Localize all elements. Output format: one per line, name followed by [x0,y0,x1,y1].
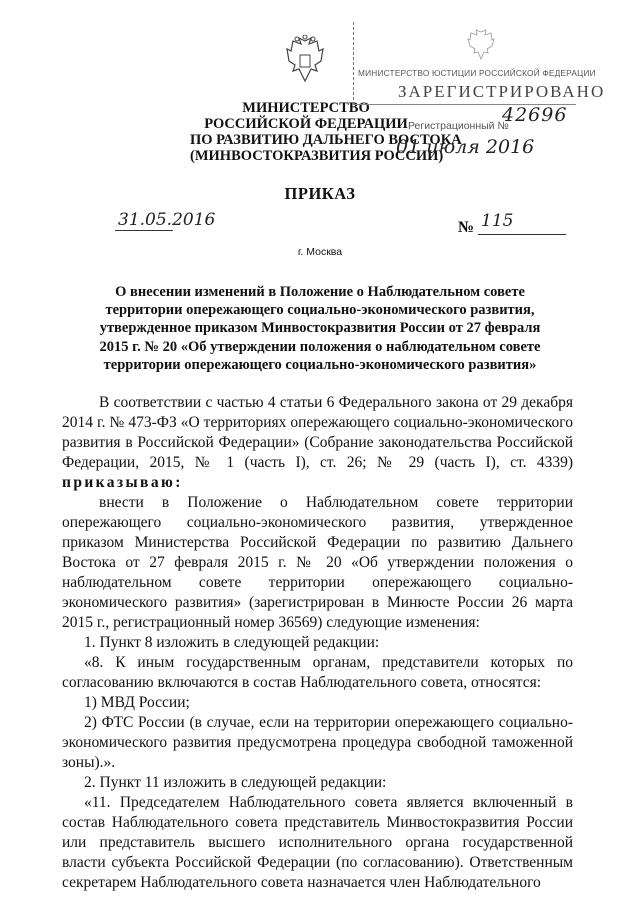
paragraph: «8. К иным государственным органам, представители которых по согласованию включаются в состав Наблюдательного совета, относятся: [62,654,573,691]
paragraph: 2. Пункт 11 изложить в следующей редакции: [84,774,387,791]
ministry-line: ПО РАЗВИТИЮ ДАЛЬНЕГО ВОСТОКА [190,132,462,148]
date-underline [115,230,173,231]
ministry-line: РОССИЙСКОЙ ФЕДЕРАЦИИ [204,116,408,132]
stamp-ministry-text: МИНИСТЕРСТВО ЮСТИЦИИ РОССИЙСКОЙ ФЕДЕРАЦИИ [358,68,596,78]
stamp-reg-number: 42696 [502,104,568,126]
paragraph-text: В соответствии с частью 4 статьи 6 Федерального закона от 29 декабря 2014 г. № 473-ФЗ «О территориях опережающего социально-экономического развития в Российской Федерации» (Собрание законодательства Российской Федерации, 2015, № 1 (часть I), ст. 26; № 29 (часть I), ст. 4339) [62,394,573,471]
number-underline [478,234,566,235]
document-date: 31.05.2016 [118,210,216,230]
paragraph: внести в Положение о Наблюдательном совете территории опережающего социально-экономического развития, утвержденное приказом Министерства Российской Федерации по развитию Дальнего Востока от 27 февраля 2015 г. № 20 «Об утверждении положения о наблюдательном совете территории опережающего социально-экономического развития» (зарегистрирован в Минюсте России 26 марта 2015 г., регистрационный номер 36569) следующие изменения: [62,494,573,631]
stamp-reg-date: 01 июля 2016 [396,136,535,158]
list-item: 1) МВД России; [84,694,190,711]
paragraph: «11. Председателем Наблюдательного совета является включенный в состав Наблюдательного совета представитель Минвостокразвития России или представитель высшего исполнительного органа государственной власти субъекта Российской Федерации (по согласованию). Ответственным секретарем Наблюдательного совета назначается член Наблюдательного [62,794,573,891]
document-type: ПРИКАЗ [284,184,356,203]
order-word: приказываю: [62,474,183,491]
registration-stamp [353,22,606,105]
city: г. Москва [297,246,343,258]
stamp-emblem-icon [466,28,496,60]
number-label: № [458,219,475,236]
coat-of-arms-emblem [283,35,327,85]
paragraph: 1. Пункт 8 изложить в следующей редакции: [84,634,380,651]
document-number: 115 [481,211,514,231]
document-body [62,393,573,893]
ministry-line: (МИНВОСТОКРАЗВИТИЯ РОССИИ) [190,148,444,164]
document-title: О внесении изменений в Положение о Наблюдательном совете территории опережающего социально-экономического развития, утвержденное приказом Минвостокразвития России от 27 февраля 2015 г. № 20 «Об утверждении положения о наблюдательном совете территории опережающего социально-экономического развития» [99,284,541,373]
stamp-reg-label: Регистрационный № [408,120,509,132]
paragraph [62,393,573,493]
list-item: 2) ФТС России (в случае, если на территории опережающего социально-экономического развития предусмотрена процедура свободной таможенной зоны).». [62,714,573,771]
ministry-line: МИНИСТЕРСТВО [242,100,370,116]
stamp-registered-text: ЗАРЕГИСТРИРОВАНО [398,82,606,101]
